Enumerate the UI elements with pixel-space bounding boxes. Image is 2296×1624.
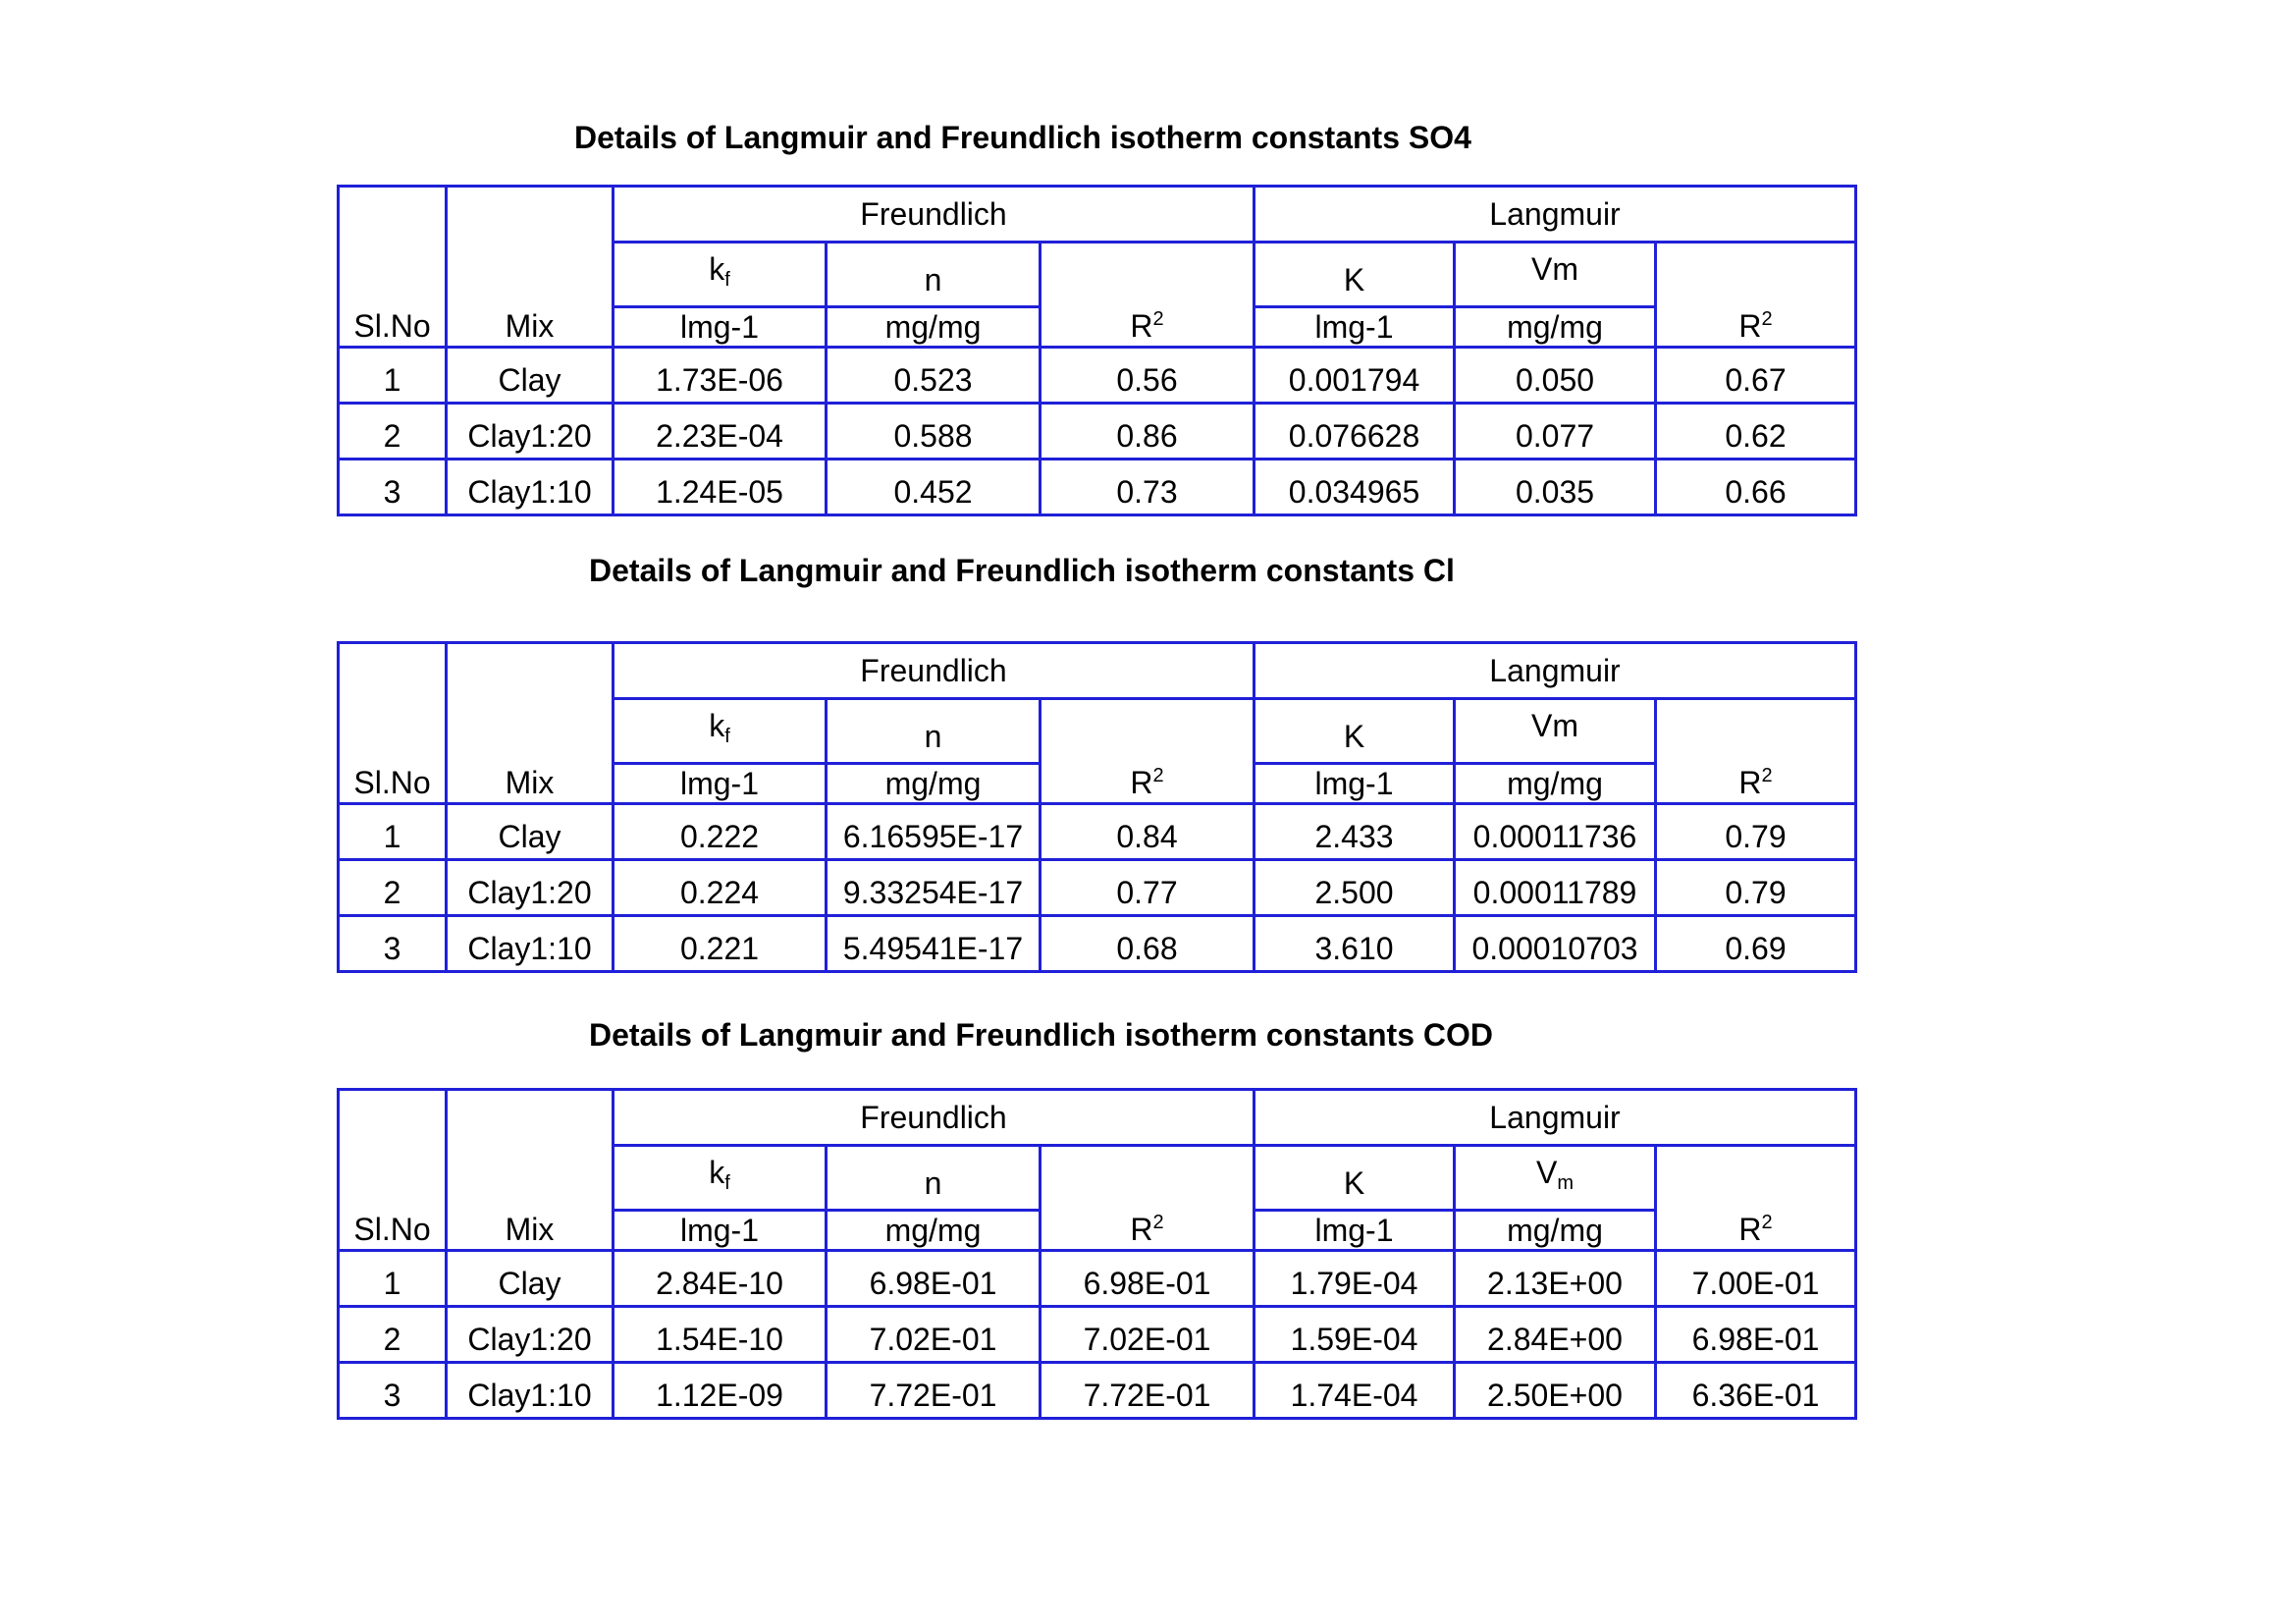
table-cell: 1 [339, 804, 447, 860]
header-freundlich: Freundlich [614, 1090, 1255, 1146]
header-freundlich: Freundlich [614, 187, 1255, 243]
table-cell: 2.50E+00 [1455, 1363, 1656, 1419]
table-cell: 1 [339, 348, 447, 404]
table-cell: 1.54E-10 [614, 1307, 827, 1363]
unit-k: lmg-1 [1255, 764, 1455, 804]
table-cell: Clay [447, 804, 614, 860]
table-cell: 0.452 [827, 460, 1041, 515]
table-cell: 1.59E-04 [1255, 1307, 1455, 1363]
table-cell: 0.62 [1656, 404, 1856, 460]
table-row [339, 860, 1856, 916]
table-cell: 3.610 [1255, 916, 1455, 972]
table-cell: 2.13E+00 [1455, 1251, 1656, 1307]
table-cell: 0.84 [1041, 804, 1255, 860]
table-cell: 3 [339, 916, 447, 972]
isotherm-table [337, 1088, 1857, 1420]
table-cell: 0.034965 [1255, 460, 1455, 515]
header-mix: Mix [447, 187, 614, 348]
table-cell: Clay1:20 [447, 1307, 614, 1363]
header-langmuir-r2: $R^2$ [1656, 1146, 1856, 1251]
table-cell: 0.86 [1041, 404, 1255, 460]
table-cell: 0.077 [1455, 404, 1656, 460]
header-langmuir: Langmuir [1255, 187, 1856, 243]
table-cell: 3 [339, 460, 447, 515]
table-cell: Clay [447, 1251, 614, 1307]
header-mix: Mix [447, 1090, 614, 1251]
table-cell: 7.72E-01 [1041, 1363, 1255, 1419]
header-freundlich-r2: $R^2$ [1041, 699, 1255, 804]
table-cell: 1 [339, 1251, 447, 1307]
table-cell: 9.33254E-17 [827, 860, 1041, 916]
table-cell: 2 [339, 404, 447, 460]
table-cell: 0.076628 [1255, 404, 1455, 460]
table-row [339, 1363, 1856, 1419]
table-row [339, 916, 1856, 972]
table-cell: Clay1:20 [447, 860, 614, 916]
table-cell: 2 [339, 860, 447, 916]
header-n: n [827, 699, 1041, 764]
header-vm: Vm [1455, 699, 1656, 764]
table-cell: 2.84E+00 [1455, 1307, 1656, 1363]
table-cell: 0.035 [1455, 460, 1656, 515]
table-row [339, 1251, 1856, 1307]
table-cell: 0.77 [1041, 860, 1255, 916]
header-n: n [827, 243, 1041, 307]
table-cell: 0.00010703 [1455, 916, 1656, 972]
header-k: K [1255, 699, 1455, 764]
table-cell: 6.16595E-17 [827, 804, 1041, 860]
header-langmuir-r2: $R^2$ [1656, 699, 1856, 804]
table-row [339, 460, 1856, 515]
header-k: K [1255, 243, 1455, 307]
header-kf: $k_f$ [614, 699, 827, 764]
unit-kf: lmg-1 [614, 1211, 827, 1251]
table-title: Details of Langmuir and Freundlich isotherm constants SO4 [574, 120, 1471, 155]
table-cell: 7.02E-01 [1041, 1307, 1255, 1363]
header-kf: $k_f$ [614, 1146, 827, 1211]
header-n: n [827, 1146, 1041, 1211]
unit-k: lmg-1 [1255, 307, 1455, 348]
table-cell: Clay1:20 [447, 404, 614, 460]
table-title: Details of Langmuir and Freundlich isotherm constants COD [589, 1017, 1493, 1053]
table-cell: 2 [339, 1307, 447, 1363]
table-row [339, 348, 1856, 404]
table-cell: 6.36E-01 [1656, 1363, 1856, 1419]
table-cell: 0.221 [614, 916, 827, 972]
header-vm: Vm [1455, 243, 1656, 307]
table-cell: 0.222 [614, 804, 827, 860]
table-cell: 0.56 [1041, 348, 1255, 404]
header-freundlich-r2: $R^2$ [1041, 1146, 1255, 1251]
header-slno: Sl.No [339, 187, 447, 348]
header-langmuir: Langmuir [1255, 1090, 1856, 1146]
table-cell: 1.79E-04 [1255, 1251, 1455, 1307]
table-cell: 6.98E-01 [1656, 1307, 1856, 1363]
unit-k: lmg-1 [1255, 1211, 1455, 1251]
table-cell: 0.69 [1656, 916, 1856, 972]
header-kf: $k_f$ [614, 243, 827, 307]
isotherm-table [337, 185, 1857, 516]
table-row [339, 404, 1856, 460]
table-cell: Clay1:10 [447, 460, 614, 515]
table-cell: 6.98E-01 [1041, 1251, 1255, 1307]
table-cell: 1.74E-04 [1255, 1363, 1455, 1419]
table-cell: 3 [339, 1363, 447, 1419]
header-slno: Sl.No [339, 643, 447, 804]
table-cell: 0.73 [1041, 460, 1255, 515]
header-mix: Mix [447, 643, 614, 804]
table-row [339, 804, 1856, 860]
table-cell: 1.12E-09 [614, 1363, 827, 1419]
table-cell: 0.79 [1656, 804, 1856, 860]
table-cell: 0.67 [1656, 348, 1856, 404]
unit-n: mg/mg [827, 307, 1041, 348]
table-title: Details of Langmuir and Freundlich isotherm constants Cl [589, 553, 1455, 588]
table-cell: 0.224 [614, 860, 827, 916]
table-cell: Clay1:10 [447, 1363, 614, 1419]
unit-vm: mg/mg [1455, 1211, 1656, 1251]
table-cell: 0.050 [1455, 348, 1656, 404]
table-cell: 0.001794 [1255, 348, 1455, 404]
header-k: K [1255, 1146, 1455, 1211]
table-cell: 6.98E-01 [827, 1251, 1041, 1307]
unit-vm: mg/mg [1455, 764, 1656, 804]
unit-n: mg/mg [827, 764, 1041, 804]
unit-vm: mg/mg [1455, 307, 1656, 348]
table-cell: 1.24E-05 [614, 460, 827, 515]
table-row [339, 1307, 1856, 1363]
table-cell: 0.523 [827, 348, 1041, 404]
isotherm-table [337, 641, 1857, 973]
table-cell: 0.79 [1656, 860, 1856, 916]
table-cell: 7.00E-01 [1656, 1251, 1856, 1307]
header-freundlich: Freundlich [614, 643, 1255, 699]
header-vm: $V_m$ [1455, 1146, 1656, 1211]
table-cell: 2.23E-04 [614, 404, 827, 460]
table-cell: 0.66 [1656, 460, 1856, 515]
table-cell: 5.49541E-17 [827, 916, 1041, 972]
table-cell: 0.00011789 [1455, 860, 1656, 916]
table-cell: 7.02E-01 [827, 1307, 1041, 1363]
table-cell: 2.433 [1255, 804, 1455, 860]
unit-kf: lmg-1 [614, 307, 827, 348]
table-cell: 7.72E-01 [827, 1363, 1041, 1419]
table-cell: Clay1:10 [447, 916, 614, 972]
table-cell: 0.68 [1041, 916, 1255, 972]
header-slno: Sl.No [339, 1090, 447, 1251]
table-cell: 0.00011736 [1455, 804, 1656, 860]
header-langmuir: Langmuir [1255, 643, 1856, 699]
table-cell: 1.73E-06 [614, 348, 827, 404]
table-cell: 2.500 [1255, 860, 1455, 916]
unit-kf: lmg-1 [614, 764, 827, 804]
header-freundlich-r2: $R^2$ [1041, 243, 1255, 348]
table-cell: 0.588 [827, 404, 1041, 460]
header-langmuir-r2: $R^2$ [1656, 243, 1856, 348]
table-cell: Clay [447, 348, 614, 404]
unit-n: mg/mg [827, 1211, 1041, 1251]
table-cell: 2.84E-10 [614, 1251, 827, 1307]
